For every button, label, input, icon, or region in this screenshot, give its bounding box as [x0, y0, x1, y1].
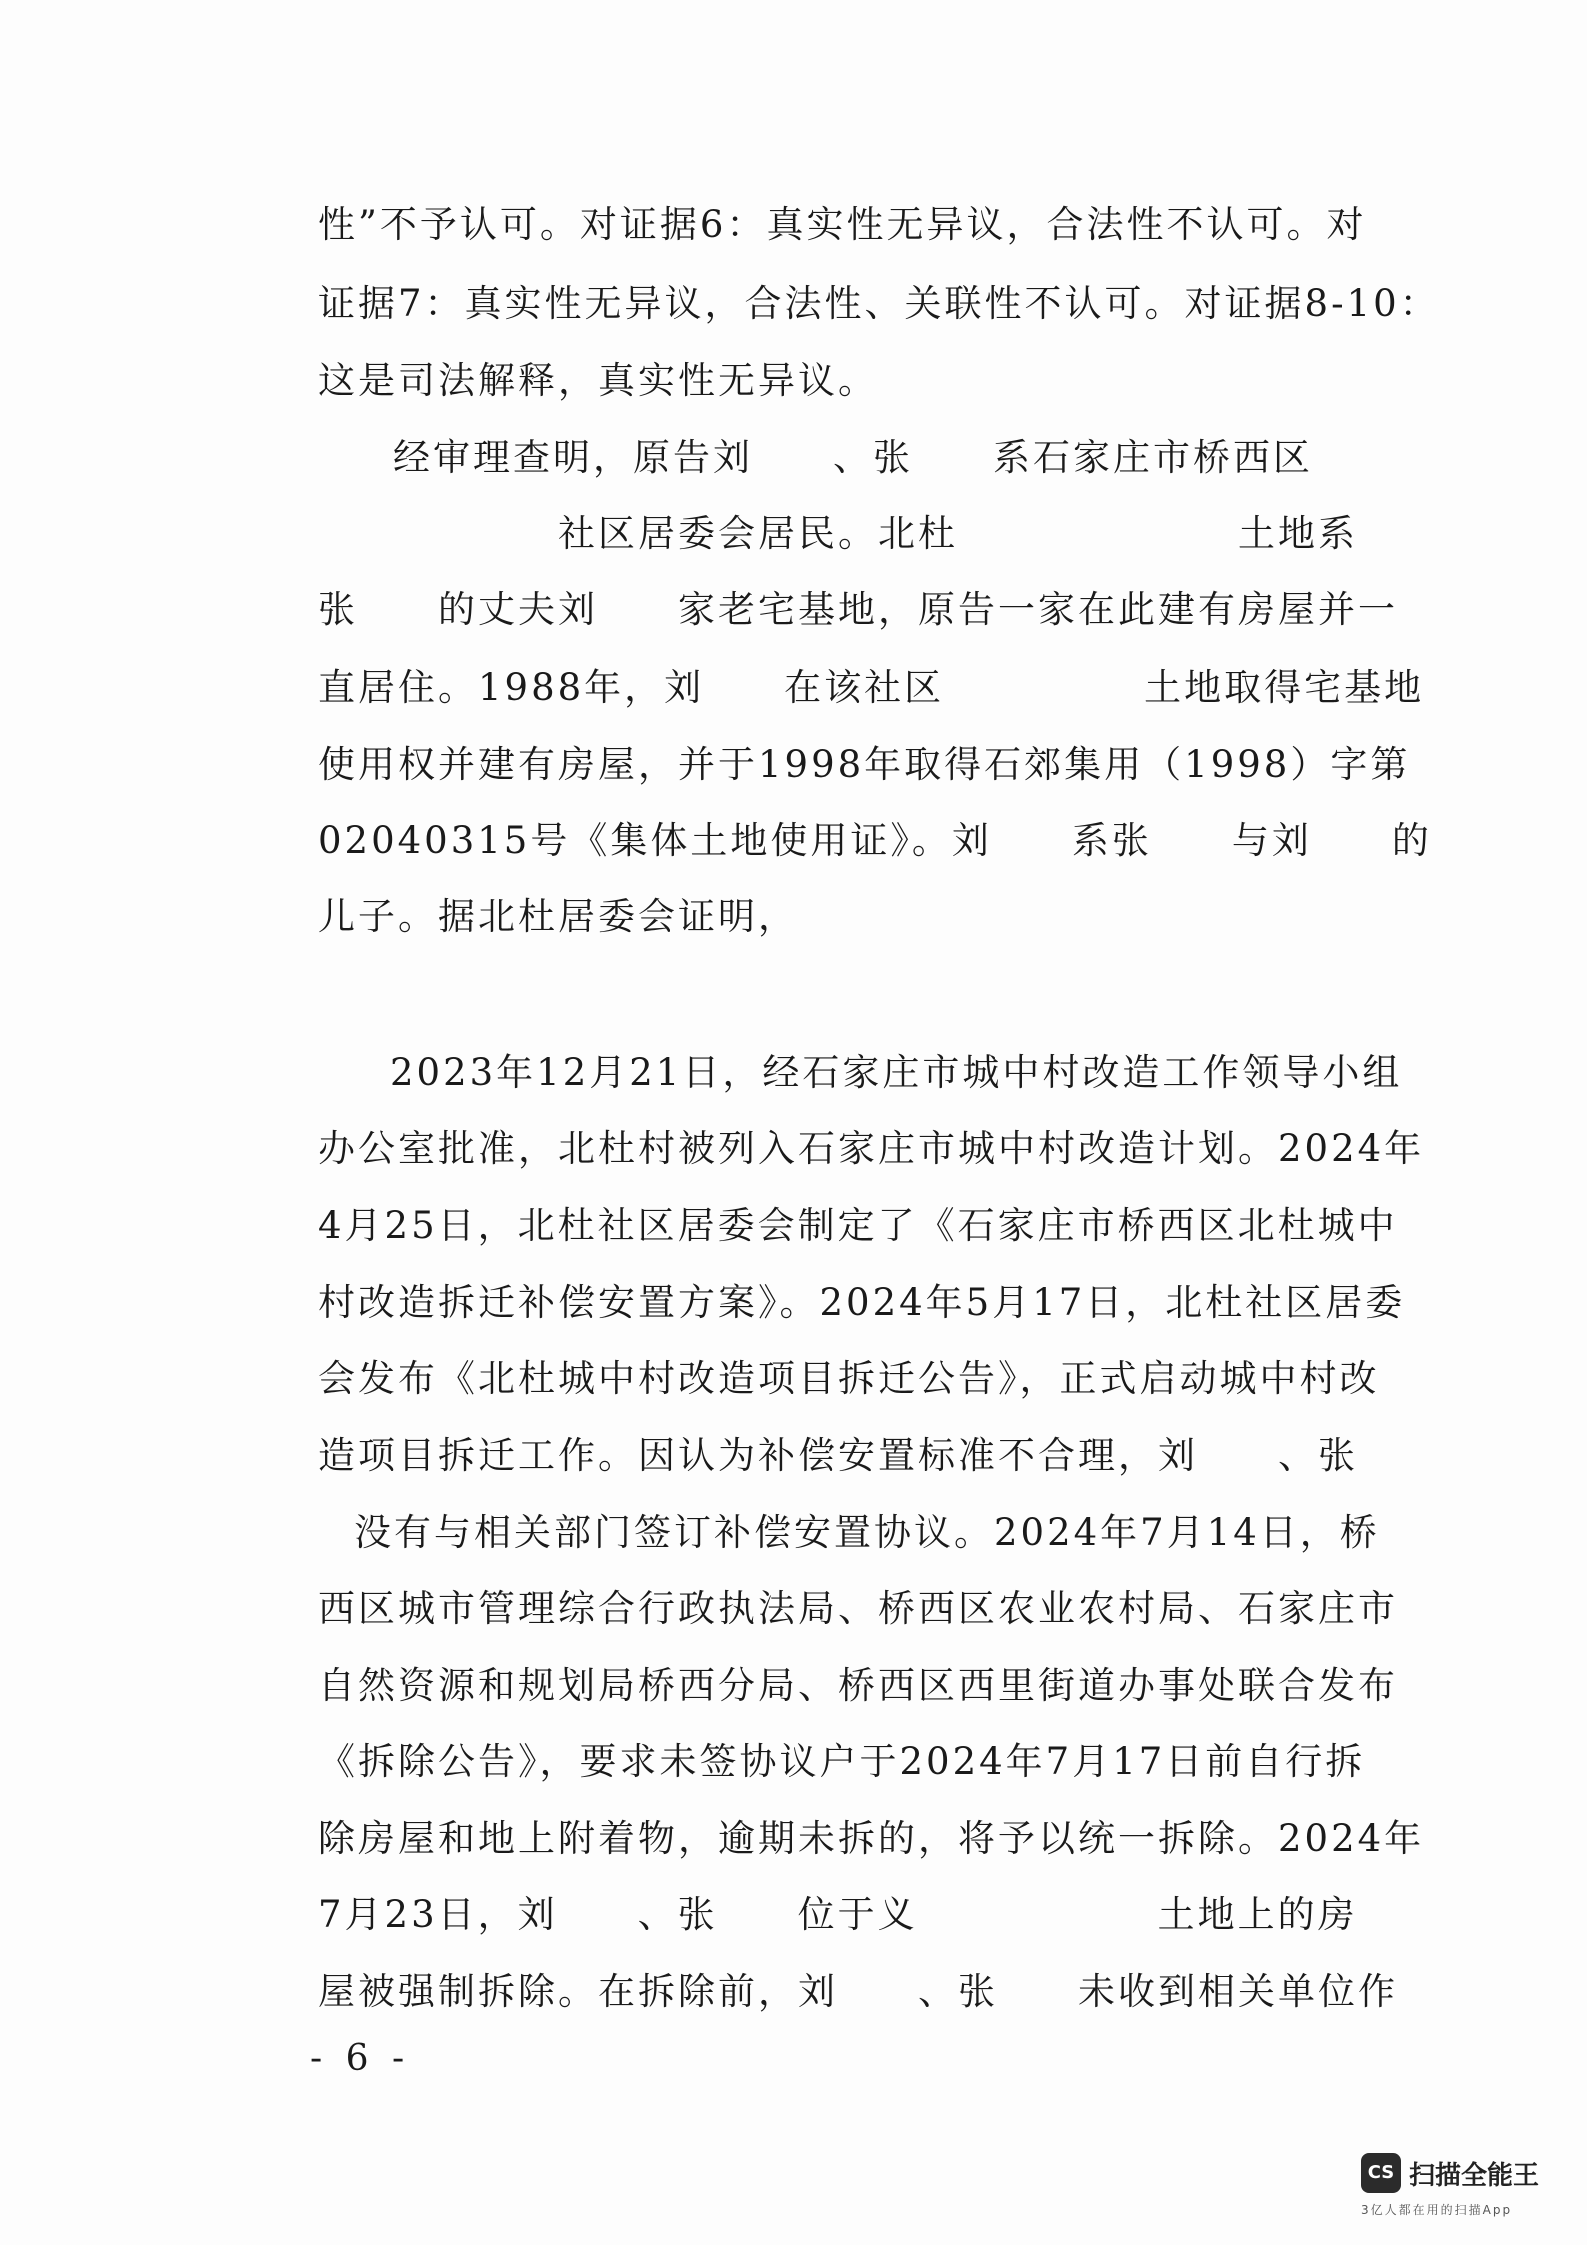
text-line: 会发布《北杜城中村改造项目拆迁公告》，正式启动城中村改 — [318, 1357, 1380, 1400]
text-line: 2023年12月21日，经石家庄市城中村改造工作领导小组 — [390, 1051, 1403, 1094]
text-line: 张 的丈夫刘 家老宅基地，原告一家在此建有房屋并一 — [318, 588, 1398, 631]
text-line: 屋被强制拆除。在拆除前，刘 、张 未收到相关单位作 — [318, 1970, 1398, 2013]
text-line: 经审理查明，原告刘 、张 系石家庄市桥西区 — [393, 436, 1313, 479]
text-line: 造项目拆迁工作。因认为补偿安置标准不合理，刘 、张 — [318, 1434, 1358, 1477]
text-line: 自然资源和规划局桥西分局、桥西区西里街道办事处联合发布 — [318, 1664, 1398, 1707]
text-line: 02040315号《集体土地使用证》。刘 系张 与刘 的 — [318, 819, 1432, 862]
text-line: 村改造拆迁补偿安置方案》。2024年5月17日，北杜社区居委 — [318, 1281, 1406, 1324]
text-line: 使用权并建有房屋，并于1998年取得石郊集用（1998）字第 — [318, 743, 1411, 786]
text-line: 7月23日，刘 、张 位于义 土地上的房 — [318, 1893, 1358, 1936]
text-line: 儿子。据北杜居委会证明， — [318, 895, 798, 938]
text-line: 社区居委会居民。北杜 土地系 — [318, 512, 1358, 555]
text-line: 除房屋和地上附着物，逾期未拆的，将予以统一拆除。2024年 — [318, 1817, 1425, 1860]
camscanner-logo-icon: CS — [1361, 2153, 1401, 2193]
watermark-slogan: 3亿人都在用的扫描App — [1361, 2203, 1513, 2217]
text-line: 性”不予认可。对证据6：真实性无异议，合法性不认可。对 — [318, 203, 1367, 246]
text-line: 证据7：真实性无异议，合法性、关联性不认可。对证据8-10： — [318, 282, 1440, 325]
text-line: 直居住。1988年，刘 在该社区 土地取得宅基地 — [318, 666, 1425, 709]
text-line: 没有与相关部门签订补偿安置协议。2024年7月14日，桥 — [354, 1511, 1380, 1554]
page-number: - 6 - — [310, 2038, 411, 2079]
text-line: 西区城市管理综合行政执法局、桥西区农业农村局、石家庄市 — [318, 1587, 1398, 1630]
text-line: 4月25日，北杜社区居委会制定了《石家庄市桥西区北杜城中 — [318, 1204, 1398, 1247]
scanner-watermark — [1361, 2149, 1561, 2221]
text-line: 办公室批准，北杜村被列入石家庄市城中村改造计划。2024年 — [318, 1127, 1425, 1170]
text-line: 这是司法解释，真实性无异议。 — [318, 359, 878, 402]
text-line: 《拆除公告》，要求未签协议户于2024年7月17日前自行拆 — [318, 1740, 1366, 1783]
watermark-app-name: 扫描全能王 — [1409, 2161, 1540, 2191]
